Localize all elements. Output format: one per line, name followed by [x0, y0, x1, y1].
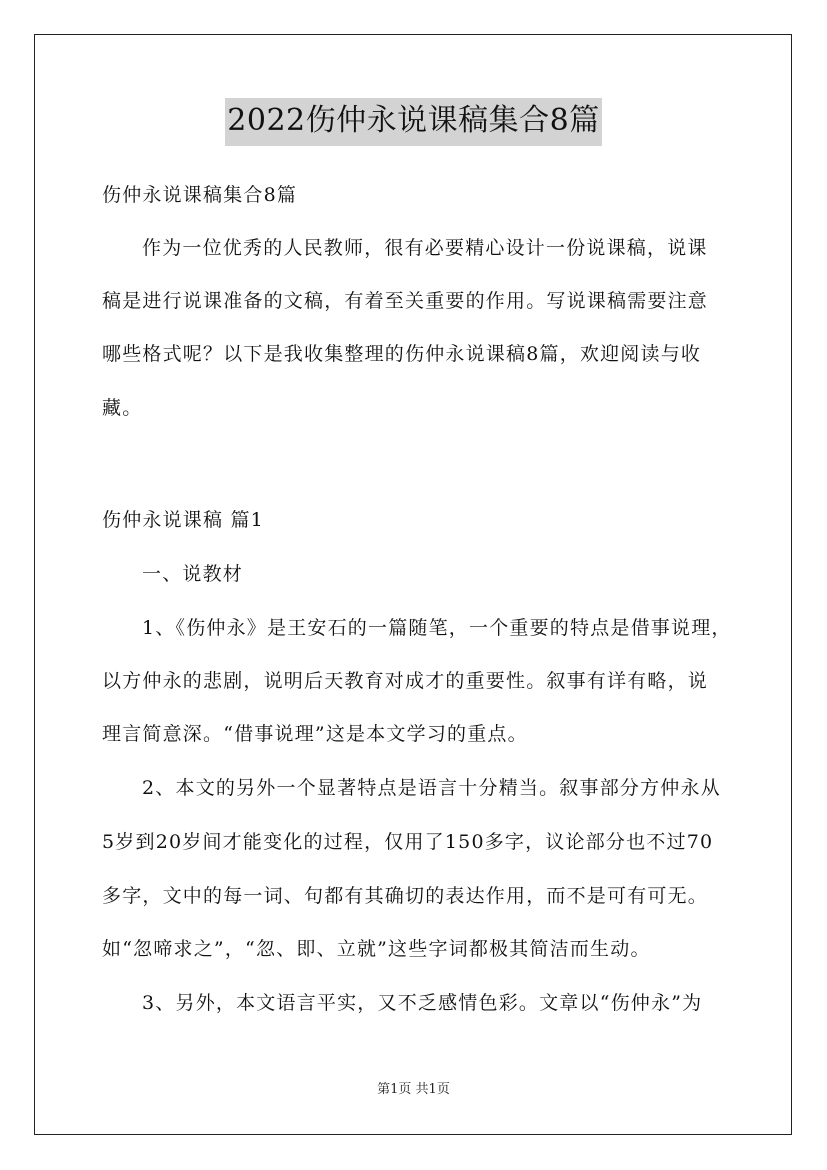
paragraph1-line-2: 以方仲永的悲剧，说明后天教育对成才的重要性。叙事有详有略，说: [102, 670, 709, 692]
intro-line-1: 作为一位优秀的人民教师，很有必要精心设计一份说课稿，说课: [142, 237, 708, 259]
paragraph3-line-1: 3、另外，本文语言平实，又不乏感情色彩。文章以“伤仲永”为: [142, 992, 703, 1014]
paragraph2-line-4: 如“忽啼求之”，“忽、即、立就”这些字词都极其简洁而生动。: [102, 938, 651, 960]
document-subtitle: 伤仲永说课稿集合8篇: [102, 184, 298, 206]
subsection-heading: 一、说教材: [142, 563, 244, 585]
paragraph1-line-3: 理言简意深。“借事说理”这是本文学习的重点。: [102, 723, 528, 745]
paragraph1-line-1: 1、《伤仲永》是王安石的一篇随笔，一个重要的特点是借事说理，: [142, 617, 732, 639]
intro-line-2: 稿是进行说课准备的文稿，有着至关重要的作用。写说课稿需要注意: [102, 290, 709, 312]
paragraph2-line-3: 多字，文中的每一词、句都有其确切的表达作用，而不是可有可无。: [102, 885, 709, 907]
paragraph2-line-2: 5岁到20岁间才能变化的过程，仅用了150多字，议论部分也不过70: [102, 831, 714, 853]
title-wrap: [0, 98, 827, 146]
paragraph2-line-1: 2、本文的另外一个显著特点是语言十分精当。叙事部分方仲永从: [142, 777, 721, 799]
intro-line-4: 藏。: [102, 397, 143, 419]
page-footer: 第1页 共1页: [377, 1082, 450, 1097]
section-heading: 伤仲永说课稿 篇1: [102, 509, 264, 531]
intro-line-3: 哪些格式呢？以下是我收集整理的伤仲永说课稿8篇，欢迎阅读与收: [102, 343, 702, 365]
document-title: 2022伤仲永说课稿集合8篇: [225, 98, 601, 146]
